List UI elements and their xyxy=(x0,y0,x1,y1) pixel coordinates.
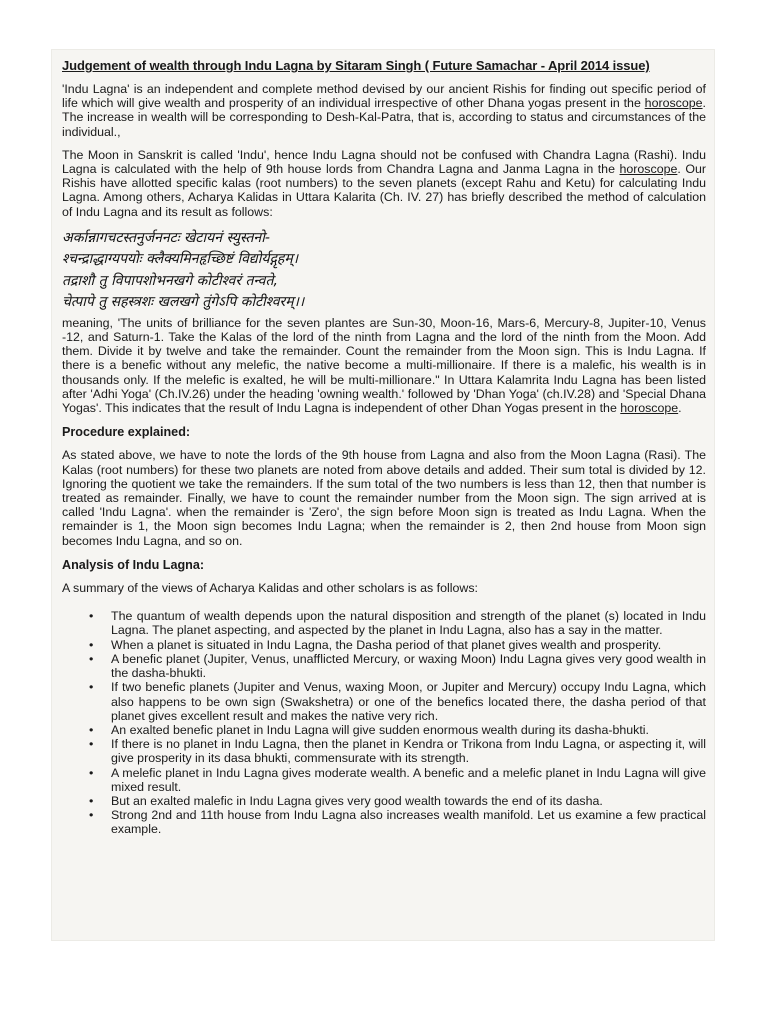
bullet-text: But an exalted malefic in Indu Lagna gives very good wealth towards the end of its dasha. xyxy=(111,793,603,808)
bullet-text: If two benefic planets (Jupiter and Venus, waxing Moon, or Jupiter and Mercury) occupy Indu Lagna, which also happens to be own sign (Swakshetra) or one of the benefics located there, the dasha period of that planet gives excellent result and makes the native very rich. xyxy=(111,680,706,723)
intro-text-start: 'Indu Lagna' is an independent and complete method devised by our ancient Rishis for finding out specific period of life which will give wealth and prosperity of an individual irrespective of other Dhana yogas present in the xyxy=(62,82,706,111)
procedure-paragraph: As stated above, we have to note the lords of the 9th house from Lagna and also from the Moon Lagna (Rasi). The Kalas (root numbers) for these two planets are noted from above details and added. Their sum total is divided by 12. Ignoring the quotient we take the remainders. If the sum total of the two numbers is less than 12, then that number is treated as remainder. Finally, we have to count the remainder number from the Moon sign. The sign arrived at is called 'Indu Lagna'. when the remainder is 'Zero', the sign before Moon sign is treated as Indu Lagna. When the remainder is 1, the Moon sign becomes Indu Lagna; when the remainder is 2, then 2nd house from Moon sign becomes Indu Lagna, and so on. xyxy=(62,448,706,548)
bullet-text: When a planet is situated in Indu Lagna, the Dasha period of that planet gives wealth and prosperity. xyxy=(111,637,662,652)
moon-text-start: The Moon in Sanskrit is called 'Indu', hence Indu Lagna should not be confused with Chandra Lagna (Rashi). Indu Lagna is calculated with the help of 9th house lords from Chandra Lagna and Janma Lagna in the xyxy=(62,147,706,177)
bullet-text: An exalted benefic planet in Indu Lagna will give sudden enormous wealth during its dasha-bhukti. xyxy=(111,722,649,737)
bullet-text: A benefic planet (Jupiter, Venus, unafflicted Mercury, or waxing Moon) Indu Lagna gives very good wealth in the dasha-bhukti. xyxy=(111,651,706,681)
moon-text-end: . Our Rishis have allotted specific kalas (root numbers) to the seven planets (except Rahu and Ketu) for calculating Indu Lagna. Among others, Acharya Kalidas in Uttara Kalarita (Ch. IV. 27) has briefly described the method of calculation of Indu Lagna and its result as follows: xyxy=(62,162,706,219)
procedure-heading: Procedure explained: xyxy=(62,425,191,440)
horoscope-link[interactable]: horoscope xyxy=(620,401,679,416)
list-item xyxy=(89,651,706,681)
meaning-text-end: . xyxy=(678,401,682,416)
document-body xyxy=(62,58,706,837)
bullet-text: The quantum of wealth depends upon the natural disposition and strength of the planet (s) located in Indu Lagna. The planet aspecting, and aspected by the planet in Indu Lagna, also has a say in the matter. xyxy=(111,609,706,638)
bullet-text: Strong 2nd and 11th house from Indu Lagna also increases wealth manifold. Let us examine a few practical example. xyxy=(111,808,706,837)
list-item xyxy=(89,637,706,652)
verse-line: चेत्पापे तु सहस्त्रशः खलखगे तुंगेऽपि कोटीश्वरम्।। xyxy=(62,294,305,311)
bullet-point-icon: • xyxy=(89,651,94,666)
bullet-point-icon: • xyxy=(89,680,94,695)
bullet-point-icon: • xyxy=(89,765,94,780)
list-item xyxy=(89,808,706,837)
bullet-point-icon: • xyxy=(89,609,94,624)
moon-paragraph xyxy=(62,148,706,219)
bullet-point-icon: • xyxy=(89,808,94,823)
list-item xyxy=(89,793,706,808)
intro-text-end: . The increase in wealth will be corresponding to Desh-Kal-Patra, that is, according to status and circumstances of the individual., xyxy=(62,96,706,139)
bullet-text: If there is no planet in Indu Lagna, then the planet in Kendra or Trikona from Indu Lagna, or aspecting it, will give prosperity in its dasa bhukti, commensurate with its strength. xyxy=(111,737,706,766)
document-title: Judgement of wealth through Indu Lagna by Sitaram Singh ( Future Samachar - April 2014 issue) xyxy=(62,58,650,73)
list-item xyxy=(89,765,706,794)
list-item xyxy=(89,609,706,638)
verse-line: श्चन्द्राद्धाग्यपयोः क्लैक्यमिनहृच्छिष्टं विद्योर्यद्गृहम्। xyxy=(62,251,299,268)
intro-paragraph xyxy=(62,82,706,139)
verse-line: अर्कान्नागचटस्तनुर्जननटः खेटायनं स्युस्तनो- xyxy=(62,229,270,246)
sanskrit-verse xyxy=(62,228,706,314)
scanned-page xyxy=(52,50,714,940)
bullet-point-icon: • xyxy=(89,737,94,752)
analysis-heading: Analysis of Indu Lagna: xyxy=(62,557,205,572)
bullet-point-icon: • xyxy=(89,793,94,808)
analysis-bullet-list xyxy=(62,609,706,836)
bullet-point-icon: • xyxy=(89,637,94,652)
bullet-text: A melefic planet in Indu Lagna gives moderate wealth. A benefic and a melefic planet in Indu Lagna will give mixed result. xyxy=(111,765,706,794)
list-item xyxy=(89,737,706,766)
bullet-point-icon: • xyxy=(89,722,94,737)
meaning-paragraph xyxy=(62,316,706,415)
list-item xyxy=(89,722,706,737)
horoscope-link[interactable]: horoscope xyxy=(644,96,703,111)
summary-intro: A summary of the views of Acharya Kalidas and other scholars is as follows: xyxy=(62,581,478,596)
list-item xyxy=(89,680,706,723)
meaning-text-start: meaning, 'The units of brilliance for the seven plantes are Sun-30, Moon-16, Mars-6, Mercury-8, Jupiter-10, Venus -12, and Saturn-1. Take the Kalas of the lord of the ninth from Lagna and the lord of the ninth from the Moon. Add them. Divide it by twelve and take the remainder. Count the remainder from the Moon sign. This is Indu Lagna. If there is a benefic without any melefic, the native become a multi-millionaire. If there is a malefic, his wealth is in thousands only. If the melefic is exalted, he will be multi-millionare." In Uttara Kalamrita Indu Lagna has been listed after 'Adhi Yoga' (Ch.IV.26) under the heading 'owning wealth.' followed by 'Dhan Yoga' (ch.IV.28) and 'Special Dhana Yogas'. This indicates that the result of Indu Lagna is independent of other Dhan Yogas present in the xyxy=(62,315,706,416)
verse-line: तद्राशौ तु विपापशोभनखगे कोटीश्वरं तन्वते, xyxy=(62,272,278,289)
horoscope-link[interactable]: horoscope xyxy=(619,162,678,177)
